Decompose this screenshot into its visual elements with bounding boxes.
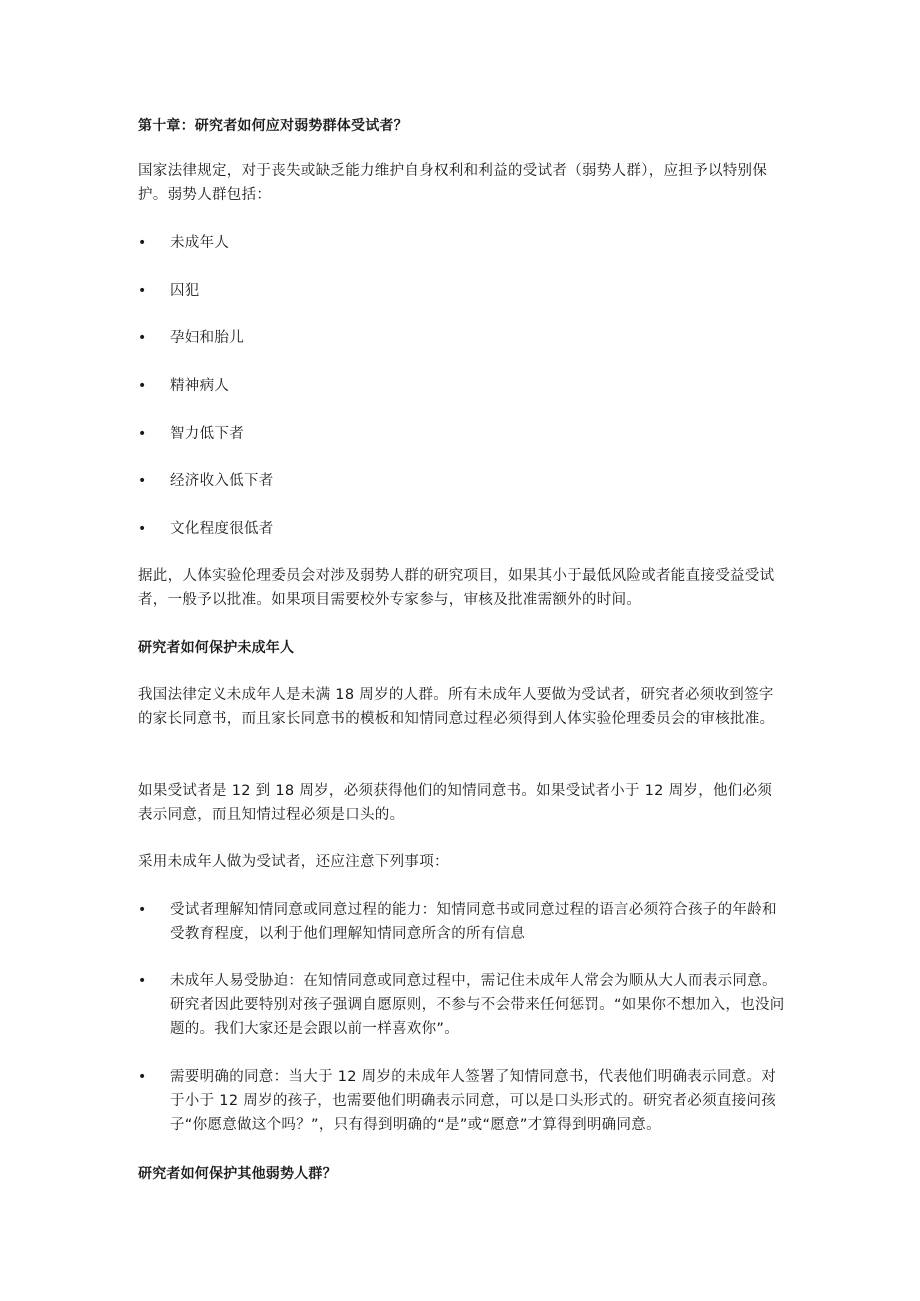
chapter-title: 第十章：研究者如何应对弱势群体受试者？ — [138, 118, 408, 134]
minors-paragraph-2: 如果受试者是 12 到 18 周岁，必须获得他们的知情同意书。如果受试者小于 12 周岁，他们必须表示同意，而且知情过程必须是口头的。 — [138, 783, 773, 823]
other-groups-heading: 研究者如何保护其他弱势人群？ — [138, 1166, 337, 1182]
list-item-text: 文化程度很低者 — [170, 521, 274, 537]
list-item-text: 精神病人 — [170, 378, 230, 394]
bullet-icon: • — [138, 1069, 147, 1085]
list-item-text: 经济收入低下者 — [170, 473, 274, 489]
bullet-icon: • — [138, 902, 147, 918]
list-item-text: 智力低下者 — [170, 426, 244, 442]
list-item-text: 需要明确的同意：当大于 12 周岁的未成年人签署了知情同意书，代表他们明确表示同意。对于小于 12 周岁的孩子，也需要他们明确表示同意，可以是口头形式的。研究者必须直接问孩子“你愿意做这个吗？”，只有得到明确的“是”或“愿意”才算得到明确同意。 — [170, 1069, 777, 1133]
list-item-text: 受试者理解知情同意或同意过程的能力：知情同意书或同意过程的语言必须符合孩子的年龄和受教育程度，以利于他们理解知情同意所含的所有信息 — [170, 902, 777, 942]
minors-paragraph-3: 采用未成年人做为受试者，还应注意下列事项： — [138, 854, 449, 870]
list-item-text: 未成年人 — [170, 235, 230, 251]
bullet-icon: • — [138, 235, 147, 251]
list-item-text: 未成年人易受胁迫：在知情同意或同意过程中，需记住未成年人常会为顺从大人而表示同意。研究者因此要特别对孩子强调自愿原则，不参与不会带来任何惩罚。“如果你不想加入，也没问题的。我们大家还是会跟以前一样喜欢你”。 — [170, 973, 785, 1037]
bullet-icon: • — [138, 473, 147, 489]
bullet-icon: • — [138, 330, 147, 346]
minors-heading: 研究者如何保护未成年人 — [138, 640, 295, 656]
bullet-icon: • — [138, 426, 147, 442]
minors-paragraph-1: 我国法律定义未成年人是未满 18 周岁的人群。所有未成年人要做为受试者，研究者必须收到签字的家长同意书，而且家长同意书的模板和知情同意过程必须得到人体实验伦理委员会的审核批准。 — [138, 687, 775, 727]
bullet-icon: • — [138, 378, 147, 394]
list-item-text: 孕妇和胎儿 — [170, 330, 244, 346]
bullet-icon: • — [138, 973, 147, 989]
list-item-text: 囚犯 — [170, 283, 200, 299]
intro-paragraph: 国家法律规定，对于丧失或缺乏能力维护自身权利和利益的受试者（弱势人群），应担予以特别保护。弱势人群包括： — [138, 163, 768, 203]
bullet-icon: • — [138, 283, 147, 299]
bullet-icon: • — [138, 521, 147, 537]
approval-paragraph: 据此，人体实验伦理委员会对涉及弱势人群的研究项目，如果其小于最低风险或者能直接受益受试者，一般予以批准。如果项目需要校外专家参与，审核及批准需额外的时间。 — [138, 568, 775, 608]
